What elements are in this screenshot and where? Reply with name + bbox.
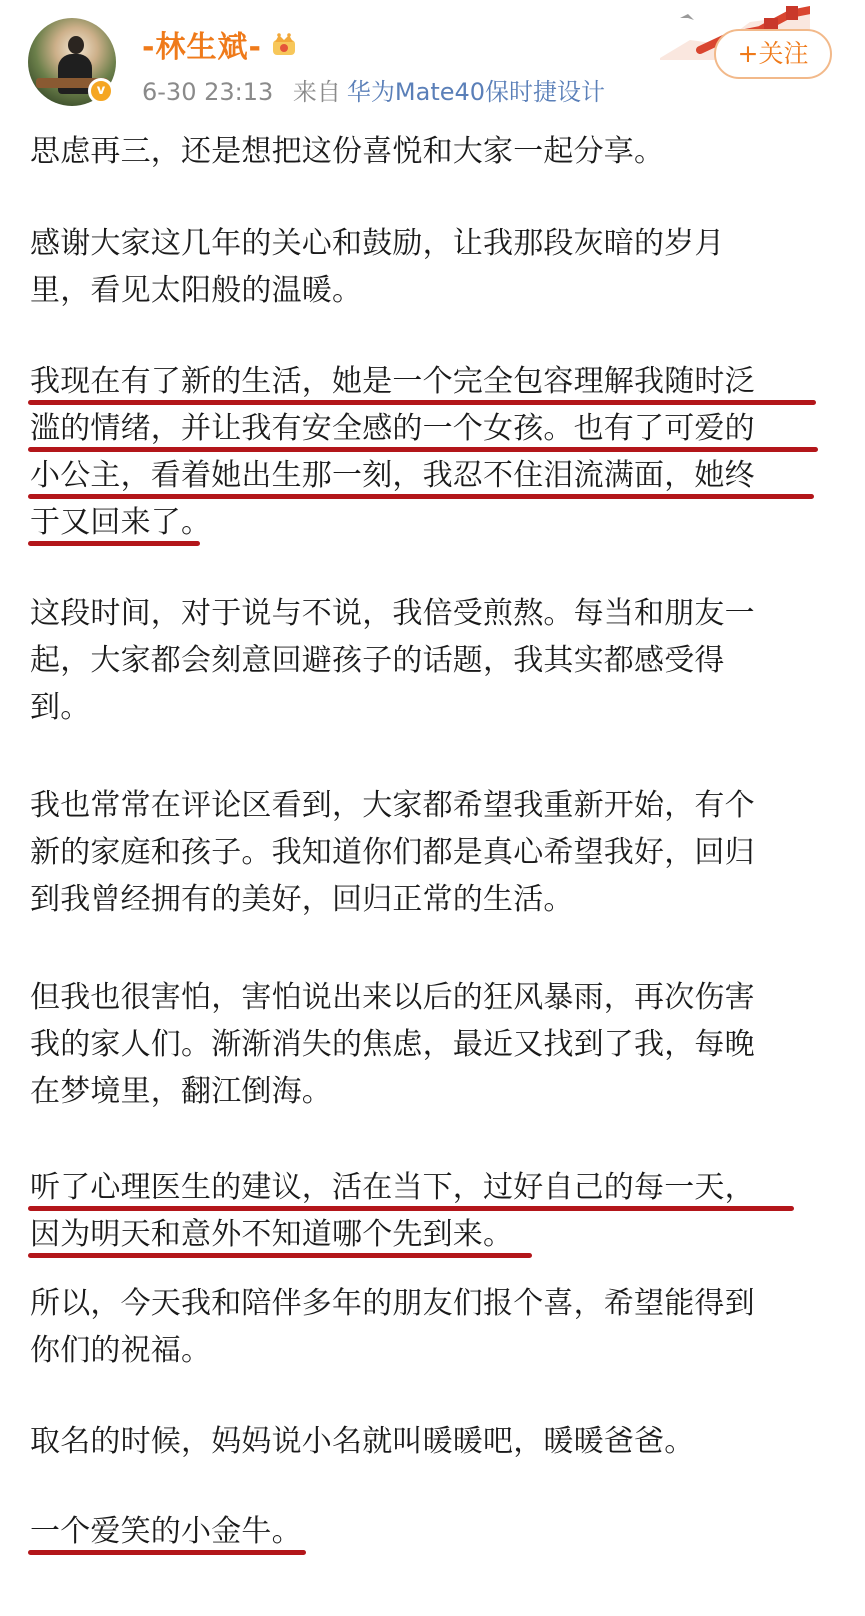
post-text-line: 小公主，看着她出生那一刻，我忍不住泪流满面，她终 — [30, 458, 755, 493]
highlight-underline — [28, 1253, 532, 1258]
highlight-underline — [28, 447, 818, 452]
post-text-line: 但我也很害怕，害怕说出来以后的狂风暴雨，再次伤害 — [30, 980, 755, 1015]
highlight-underline — [28, 494, 814, 499]
post-header — [0, 0, 865, 118]
post-text-line: 里，看见太阳般的温暖。 — [30, 273, 363, 308]
highlight-underline — [28, 541, 200, 546]
highlight-underline — [28, 1550, 306, 1555]
post-time: 6-30 23:13 — [142, 78, 274, 106]
post-text-line: 感谢大家这几年的关心和鼓励，让我那段灰暗的岁月 — [30, 226, 725, 261]
crown-icon — [270, 30, 298, 58]
avatar-figure — [68, 36, 84, 54]
post-text-line: 一个爱笑的小金牛。 — [30, 1514, 302, 1549]
post-paragraph — [30, 1508, 840, 1555]
highlight-underline — [28, 400, 816, 405]
avatar-figure-body — [58, 54, 92, 94]
username[interactable]: -林生斌- — [142, 30, 262, 65]
post-text-line: 到。 — [30, 690, 91, 725]
post-text-line: 新的家庭和孩子。我知道你们都是真心希望我好，回归 — [30, 835, 755, 870]
post-meta — [142, 72, 605, 107]
post-text-line: 我的家人们。渐渐消失的焦虑，最近又找到了我，每晚 — [30, 1027, 755, 1062]
highlight-underline — [28, 1206, 794, 1211]
post-text-line: 因为明天和意外不知道哪个先到来。 — [30, 1217, 514, 1252]
post-paragraph — [30, 220, 840, 314]
post-paragraph — [30, 128, 840, 175]
post-source-prefix: 来自 — [292, 78, 341, 106]
post-source[interactable]: 华为Mate40保时捷设计 — [346, 78, 606, 106]
post-text-line: 这段时间，对于说与不说，我倍受煎熬。每当和朋友一 — [30, 596, 755, 631]
post-text-line: 滥的情绪，并让我有安全感的一个女孩。也有了可爱的 — [30, 411, 755, 446]
post-text-line: 起，大家都会刻意回避孩子的话题，我其实都感受得 — [30, 643, 725, 678]
post-paragraph — [30, 590, 840, 731]
post-paragraph — [30, 1280, 840, 1374]
verified-badge-icon: v — [88, 78, 114, 104]
post-text-line: 思虑再三，还是想把这份喜悦和大家一起分享。 — [30, 134, 665, 169]
post-text-line: 你们的祝福。 — [30, 1333, 212, 1368]
post-text-line: 取名的时候，妈妈说小名就叫暖暖吧，暖暖爸爸。 — [30, 1424, 695, 1459]
post-text-line: 听了心理医生的建议，活在当下，过好自己的每一天， — [30, 1170, 755, 1205]
post-paragraph — [30, 1164, 840, 1258]
post-paragraph — [30, 974, 840, 1115]
post-paragraph — [30, 1418, 840, 1465]
post-text-line: 于又回来了。 — [30, 505, 212, 540]
post-text-line: 我现在有了新的生活，她是一个完全包容理解我随时泛 — [30, 364, 755, 399]
post-text-line: 所以，今天我和陪伴多年的朋友们报个喜，希望能得到 — [30, 1286, 755, 1321]
post-text-line: 到我曾经拥有的美好，回归正常的生活。 — [30, 882, 574, 917]
post-text-line: 我也常常在评论区看到，大家都希望我重新开始，有个 — [30, 788, 755, 823]
post-paragraph — [30, 358, 840, 546]
post-text-line: 在梦境里，翻江倒海。 — [30, 1074, 332, 1109]
post-paragraph — [30, 782, 840, 923]
follow-button[interactable]: +关注 — [714, 29, 832, 79]
